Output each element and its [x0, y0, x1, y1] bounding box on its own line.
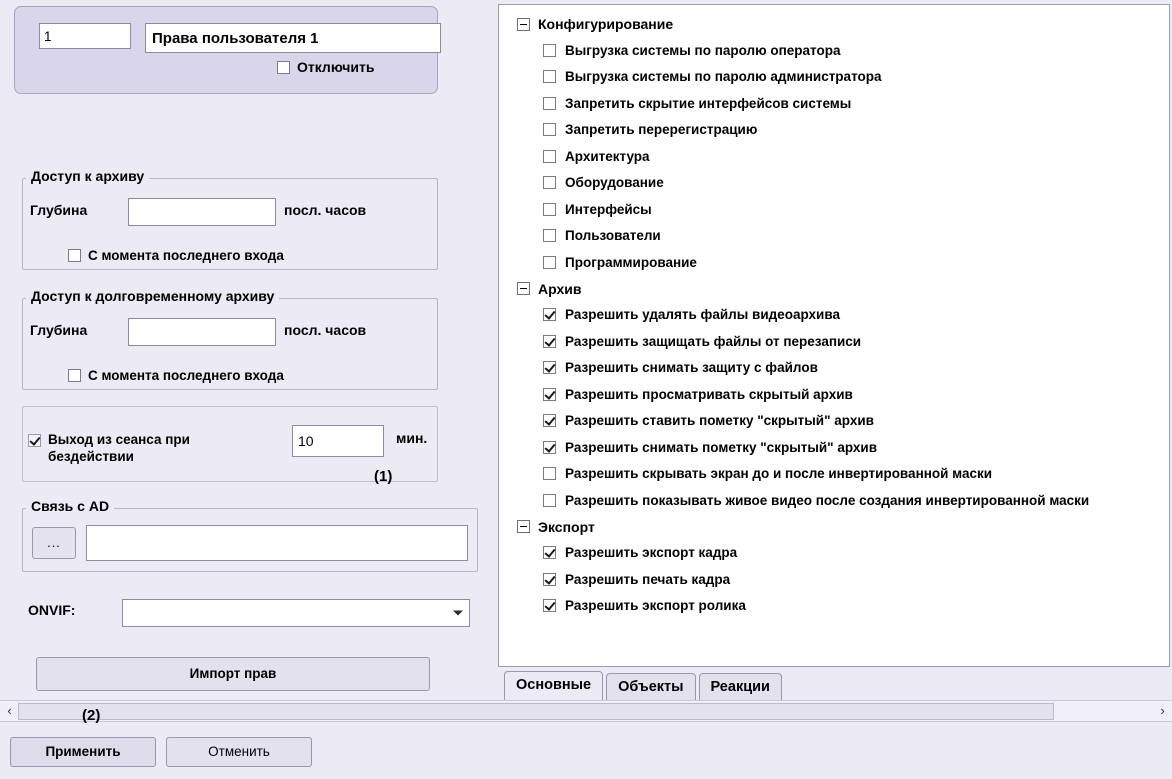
session-minutes-label: мин. [396, 430, 428, 446]
user-id-input[interactable] [39, 23, 131, 49]
onvif-label: ONVIF: [28, 602, 76, 618]
dialog-footer [0, 707, 1172, 779]
tree-item[interactable] [499, 170, 1169, 197]
permission-label: Разрешить удалять файлы видеоархива [565, 307, 840, 323]
tree-group[interactable] [499, 514, 1169, 540]
ad-path-input[interactable] [86, 525, 468, 561]
archive-hours-label: посл. часов [284, 202, 367, 218]
permission-label: Разрешить экспорт кадра [565, 545, 738, 561]
scroll-right-arrow-icon[interactable]: › [1160, 703, 1165, 718]
permission-label: Разрешить ставить пометку "скрытый" архив [565, 413, 874, 429]
tree-item[interactable] [499, 328, 1169, 355]
tree-item[interactable] [499, 64, 1169, 91]
permission-label: Разрешить просматривать скрытый архив [565, 386, 853, 402]
archive-since-last-login-checkbox[interactable] [68, 249, 81, 262]
permission-checkbox[interactable] [543, 123, 556, 136]
longterm-hours-label: посл. часов [284, 322, 367, 338]
tree-item[interactable] [499, 302, 1169, 329]
permission-label: Разрешить печать кадра [565, 571, 731, 587]
permission-checkbox[interactable] [543, 441, 556, 454]
permission-checkbox[interactable] [543, 256, 556, 269]
scroll-left-arrow-icon[interactable]: ‹ [7, 703, 12, 718]
longterm-since-last-login-row[interactable] [68, 368, 284, 383]
permission-label: Запретить скрытие интерфейсов системы [565, 95, 852, 111]
cancel-button[interactable]: Отменить [166, 737, 312, 767]
tree-item[interactable] [499, 566, 1169, 593]
permission-checkbox[interactable] [543, 308, 556, 321]
archive-since-last-login-label: С момента последнего входа [88, 248, 284, 263]
tab-1[interactable]: Объекты [606, 673, 695, 701]
tree-item[interactable] [499, 223, 1169, 250]
tab-2[interactable]: Реакции [699, 673, 782, 701]
permission-checkbox[interactable] [543, 546, 556, 559]
session-timeout-label: Выход из сеанса при бездействии [48, 432, 190, 464]
archive-access-title: Доступ к архиву [26, 168, 149, 184]
permission-checkbox[interactable] [543, 176, 556, 189]
archive-depth-input[interactable] [128, 198, 276, 226]
permission-label: Оборудование [565, 175, 664, 191]
longterm-since-last-login-label: С момента последнего входа [88, 368, 284, 383]
tree-item[interactable] [499, 408, 1169, 435]
tree-item[interactable] [499, 37, 1169, 64]
permission-checkbox[interactable] [543, 573, 556, 586]
tree-item[interactable] [499, 117, 1169, 144]
callout-marker-1: (1) [374, 468, 393, 485]
tree-item[interactable] [499, 355, 1169, 382]
permission-label: Запретить перерегистрацию [565, 122, 758, 138]
tree-item[interactable] [499, 434, 1169, 461]
ad-title: Связь с AD [26, 498, 114, 514]
tree-item[interactable] [499, 461, 1169, 488]
permission-checkbox[interactable] [543, 44, 556, 57]
permission-checkbox[interactable] [543, 335, 556, 348]
collapse-icon[interactable] [517, 520, 530, 533]
permission-label: Разрешить защищать файлы от перезаписи [565, 333, 862, 349]
permission-label: Разрешить показывать живое видео после создания инвертированной маски [565, 492, 1090, 508]
permission-checkbox[interactable] [543, 229, 556, 242]
permission-checkbox[interactable] [543, 97, 556, 110]
tab-bar[interactable] [504, 671, 782, 701]
left-settings-panel [0, 0, 490, 730]
disable-checkbox[interactable] [277, 61, 290, 74]
permission-checkbox[interactable] [543, 203, 556, 216]
permission-checkbox[interactable] [543, 414, 556, 427]
longterm-depth-input[interactable] [128, 318, 276, 346]
import-rights-button[interactable]: Импорт прав [36, 657, 430, 691]
permission-checkbox[interactable] [543, 388, 556, 401]
tree-item[interactable] [499, 90, 1169, 117]
longterm-archive-title: Доступ к долговременному архиву [26, 288, 279, 304]
permission-checkbox[interactable] [543, 70, 556, 83]
tree-item[interactable] [499, 196, 1169, 223]
permission-checkbox[interactable] [543, 494, 556, 507]
permission-label: Выгрузка системы по паролю оператора [565, 42, 841, 58]
permission-label: Интерфейсы [565, 201, 652, 217]
archive-since-last-login-row[interactable] [68, 248, 284, 263]
permission-checkbox[interactable] [543, 150, 556, 163]
tree-item[interactable] [499, 540, 1169, 567]
permission-label: Разрешить снимать пометку "скрытый" архив [565, 439, 877, 455]
tree-group-label: Архив [538, 280, 582, 297]
permission-label: Пользователи [565, 228, 661, 244]
callout-marker-2: (2) [82, 707, 101, 724]
session-timeout-input[interactable] [292, 425, 384, 457]
permission-checkbox[interactable] [543, 361, 556, 374]
scrollbar-thumb[interactable] [18, 703, 1054, 720]
tab-0[interactable]: Основные [504, 671, 603, 701]
user-name-input[interactable] [145, 23, 441, 53]
user-header-box [14, 6, 438, 94]
longterm-since-last-login-checkbox[interactable] [68, 369, 81, 382]
longterm-depth-label: Глубина [30, 322, 88, 338]
tree-item[interactable] [499, 249, 1169, 276]
tree-item[interactable] [499, 593, 1169, 620]
permission-label: Программирование [565, 254, 697, 270]
archive-depth-label: Глубина [30, 202, 88, 218]
permission-label: Архитектура [565, 148, 650, 164]
permission-checkbox[interactable] [543, 467, 556, 480]
chevron-down-icon [453, 611, 463, 616]
tree-group[interactable] [499, 11, 1169, 37]
permissions-tree-panel[interactable] [498, 4, 1170, 667]
permission-checkbox[interactable] [543, 599, 556, 612]
disable-checkbox-row[interactable] [277, 59, 374, 75]
tree-item[interactable] [499, 487, 1169, 514]
collapse-icon[interactable] [517, 18, 530, 31]
tree-item[interactable] [499, 143, 1169, 170]
apply-button[interactable]: Применить [10, 737, 156, 767]
disable-label: Отключить [297, 59, 375, 75]
horizontal-scrollbar[interactable] [0, 700, 1172, 722]
onvif-select[interactable] [122, 599, 470, 627]
permissions-tree [499, 5, 1169, 619]
permission-label: Разрешить снимать защиту с файлов [565, 360, 818, 376]
session-timeout-checkbox[interactable] [28, 434, 41, 447]
ad-browse-button[interactable]: ... [32, 527, 76, 559]
tree-group-label: Экспорт [538, 518, 595, 535]
permission-label: Разрешить экспорт ролика [565, 598, 746, 614]
permission-label: Выгрузка системы по паролю администратора [565, 69, 882, 85]
tree-item[interactable] [499, 381, 1169, 408]
session-timeout-row[interactable] [28, 431, 228, 465]
tree-group-label: Конфигурирование [538, 16, 674, 32]
tree-group[interactable] [499, 276, 1169, 302]
collapse-icon[interactable] [517, 282, 530, 295]
permission-label: Разрешить скрывать экран до и после инвертированной маски [565, 466, 993, 482]
